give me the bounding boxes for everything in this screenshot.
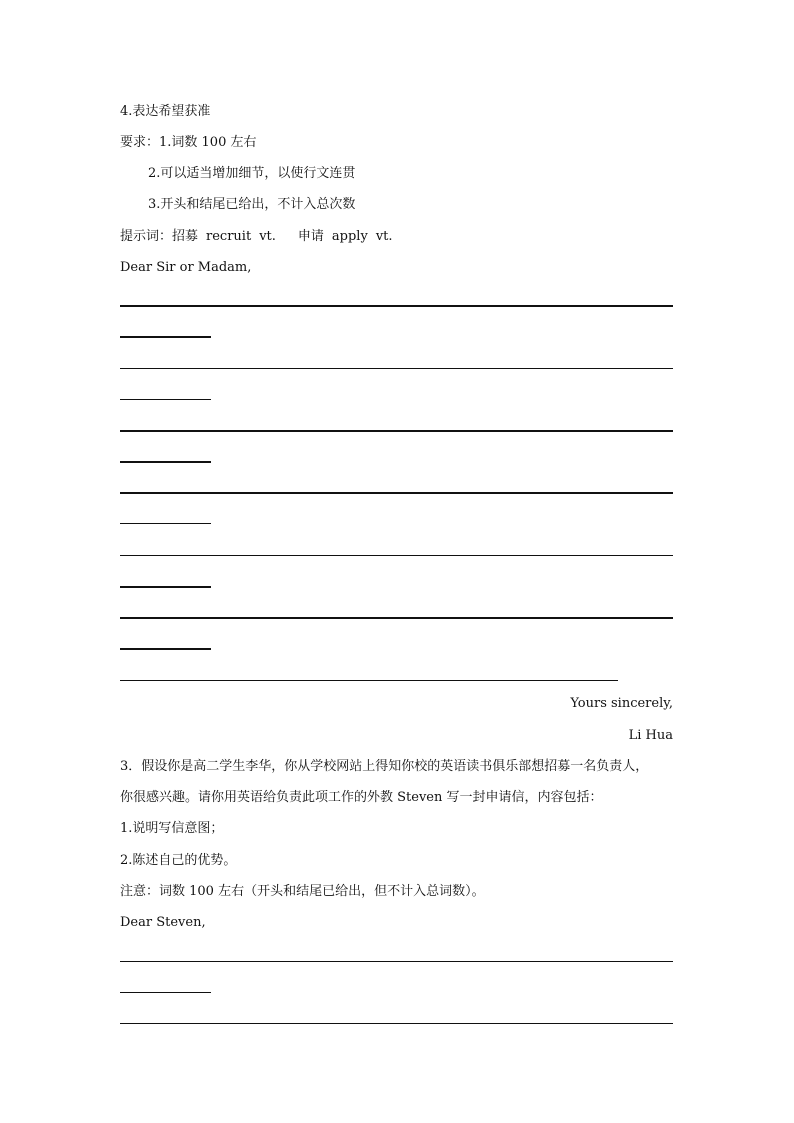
writing-line-short[interactable] [120,399,211,400]
writing-line[interactable] [120,492,673,494]
hint-cn-apply: 申请 [297,229,324,244]
writing-line[interactable] [120,430,673,432]
writing-line[interactable] [120,680,618,681]
requirement-3: 3.开头和结尾已给出，不计入总次数 [148,197,356,212]
hint-word-recruit: recruit [206,229,252,244]
writing-line[interactable] [120,368,673,369]
content-item-2: 2.陈述自己的优势。 [120,853,237,868]
writing-line[interactable] [120,617,673,619]
writing-line-short[interactable] [120,992,211,993]
requirement-2: 2.可以适当增加细节，以使行文连贯 [148,166,356,181]
signature: Li Hua [628,728,673,743]
writing-line[interactable] [120,1023,673,1024]
salutation-1: Dear Sir or Madam, [120,260,252,275]
writing-line-short[interactable] [120,648,211,650]
question-3-line-1: 3．假设你是高二学生李华，你从学校网站上得知你校的英语读书俱乐部想招募一名负责人， [120,759,649,774]
requirements-label: 要求：1.词数 100 左右 [120,135,257,150]
salutation-2: Dear Steven, [120,915,206,930]
note-text: 注意：词数 100 左右（开头和结尾已给出，但不计入总词数）。 [120,884,485,899]
writing-line[interactable] [120,555,673,556]
hint-label: 提示词：招募 [120,229,199,244]
hint-word-apply: apply [331,229,368,244]
closing-text: Yours sincerely, [570,696,673,711]
content-item-1: 1.说明写信意图； [120,821,224,836]
writing-line-short[interactable] [120,523,211,524]
question-3-line-2: 你很感兴趣。请你用英语给负责此项工作的外教 Steven 写一封申请信，内容包括： [120,790,603,805]
writing-line[interactable] [120,305,673,307]
hint-words [120,229,393,245]
writing-line-short[interactable] [120,461,211,463]
point-4-text: 4.表达希望获准 [120,104,211,119]
writing-line-short[interactable] [120,336,211,338]
writing-line[interactable] [120,961,673,962]
hint-pos-1: vt. [259,229,276,244]
hint-pos-2: vt. [375,229,393,244]
writing-line-short[interactable] [120,586,211,588]
